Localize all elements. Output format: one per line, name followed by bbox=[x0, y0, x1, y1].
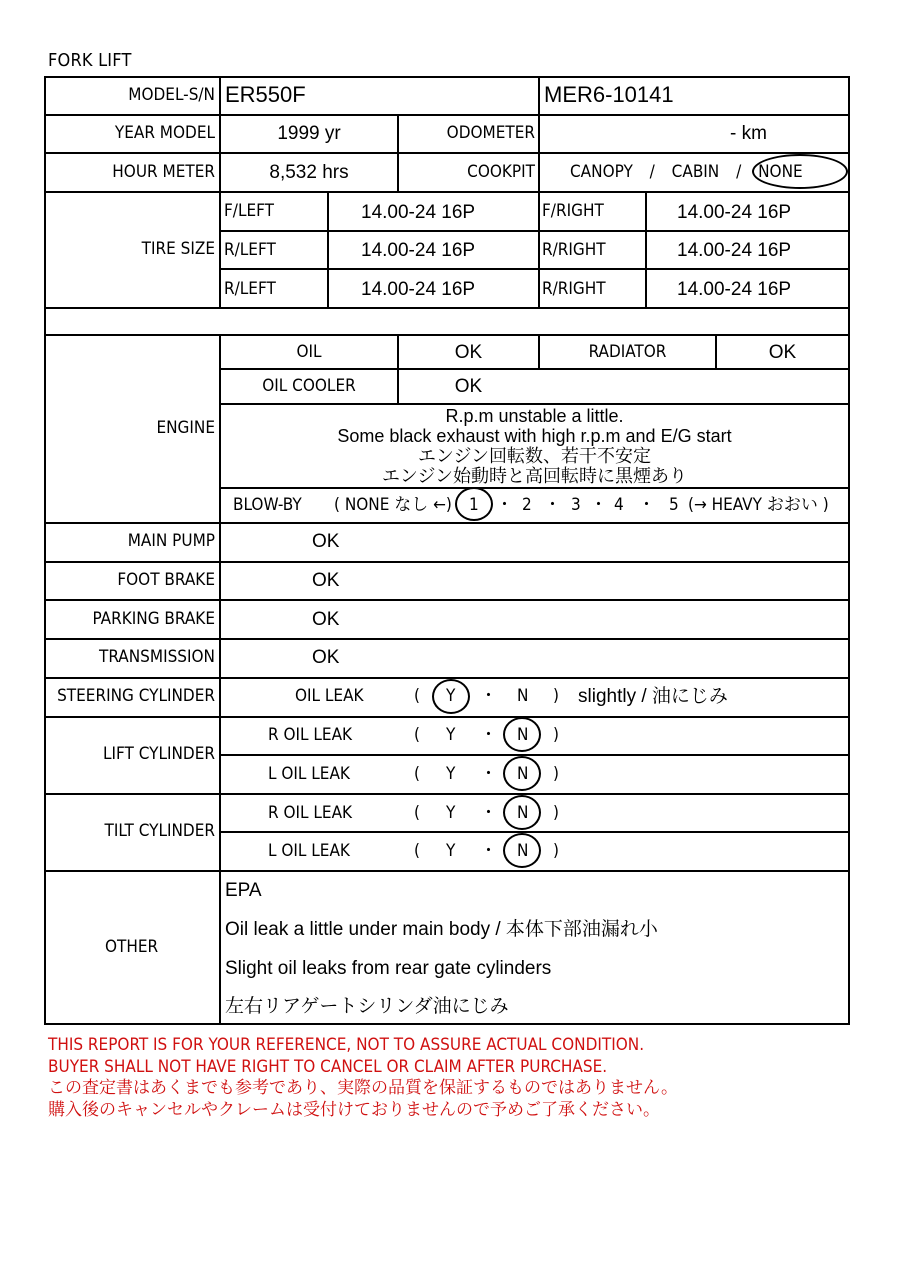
option-separator: ・ bbox=[480, 803, 497, 823]
tire-label: F/LEFT bbox=[224, 201, 274, 221]
lift-r-selected-circle bbox=[503, 717, 541, 752]
steering-selected-circle bbox=[432, 679, 470, 714]
blowby-level: 5 bbox=[669, 495, 679, 515]
column-divider bbox=[538, 114, 540, 307]
row-divider bbox=[220, 487, 850, 489]
column-divider bbox=[538, 76, 540, 114]
close-paren: ) bbox=[553, 686, 559, 706]
parking-brake-label: PARKING BRAKE bbox=[92, 609, 215, 629]
column-divider bbox=[645, 191, 647, 307]
disclaimer-line: BUYER SHALL NOT HAVE RIGHT TO CANCEL OR CLAIM AFTER PURCHASE. bbox=[48, 1057, 608, 1077]
transmission-value: OK bbox=[312, 647, 340, 668]
lift-l-oil-leak: L OIL LEAK bbox=[268, 764, 350, 784]
blowby-level: 4 bbox=[614, 495, 624, 515]
tire-value: 14.00-24 16P bbox=[677, 202, 792, 223]
row-divider bbox=[220, 754, 850, 756]
foot-brake-label: FOOT BRAKE bbox=[117, 570, 215, 590]
tilt-l-selected-circle bbox=[503, 833, 541, 868]
disclaimer-line: この査定書はあくまでも参考であり、実際の品質を保証するものではありません。 bbox=[48, 1078, 679, 1098]
odometer-label: ODOMETER bbox=[446, 123, 535, 143]
model-sn-label: MODEL-S/N bbox=[128, 85, 215, 105]
other-note: Slight oil leaks from rear gate cylinders bbox=[225, 958, 552, 979]
row-divider bbox=[220, 368, 850, 370]
table-border-bottom bbox=[44, 1023, 850, 1025]
main-pump-label: MAIN PUMP bbox=[127, 531, 215, 551]
blowby-dot: ・ bbox=[496, 495, 513, 515]
option-separator: ・ bbox=[480, 841, 497, 861]
blowby-level: 3 bbox=[571, 495, 581, 515]
row-divider bbox=[44, 307, 850, 309]
blowby-none: ( NONE なし ←) bbox=[334, 495, 452, 515]
close-paren: ) bbox=[553, 803, 559, 823]
engine-note: R.p.m unstable a little. bbox=[445, 406, 624, 426]
oil-cooler-value: OK bbox=[454, 376, 483, 397]
transmission-label: TRANSMISSION bbox=[99, 647, 215, 667]
hour-meter-value: 8,532 hrs bbox=[269, 162, 349, 183]
tilt-cylinder-label: TILT CYLINDER bbox=[104, 821, 215, 841]
no-option: N bbox=[517, 841, 529, 861]
steering-cylinder-label: STEERING CYLINDER bbox=[57, 686, 215, 706]
row-divider bbox=[44, 638, 850, 640]
cockpit-options: CANOPY / CABIN / NONE bbox=[570, 162, 803, 182]
tire-value: 14.00-24 16P bbox=[677, 240, 792, 261]
radiator-value: OK bbox=[768, 342, 797, 363]
no-option: N bbox=[517, 803, 529, 823]
open-paren: ( bbox=[414, 841, 420, 861]
open-paren: ( bbox=[414, 686, 420, 706]
row-divider bbox=[220, 230, 850, 232]
other-note: Oil leak a little under main body / 本体下部油漏れ小 bbox=[225, 919, 658, 940]
option-separator: ・ bbox=[480, 686, 497, 706]
tilt-l-oil-leak: L OIL LEAK bbox=[268, 841, 350, 861]
blowby-heavy: (→ HEAVY おおい ) bbox=[688, 495, 829, 515]
row-divider bbox=[44, 191, 850, 193]
blowby-level: 1 bbox=[469, 495, 479, 515]
open-paren: ( bbox=[414, 725, 420, 745]
label-column-divider bbox=[219, 870, 221, 1024]
yes-option: Y bbox=[446, 841, 456, 861]
row-divider bbox=[44, 716, 850, 718]
tire-label: F/RIGHT bbox=[542, 201, 604, 221]
disclaimer-line: THIS REPORT IS FOR YOUR REFERENCE, NOT TO ASSURE ACTUAL CONDITION. bbox=[48, 1035, 645, 1055]
engine-label: ENGINE bbox=[156, 418, 215, 438]
no-option: N bbox=[517, 725, 529, 745]
engine-note: エンジン始動時と高回転時に黒煙あり bbox=[381, 466, 688, 486]
model-value: ER550F bbox=[225, 82, 306, 107]
open-paren: ( bbox=[414, 803, 420, 823]
other-note: 左右リアゲートシリンダ油にじみ bbox=[225, 996, 509, 1017]
steering-oil-leak: OIL LEAK bbox=[295, 686, 364, 706]
lift-r-oil-leak: R OIL LEAK bbox=[268, 725, 353, 745]
label-column-divider bbox=[219, 76, 221, 307]
oil-label: OIL bbox=[296, 342, 322, 362]
row-divider bbox=[44, 114, 850, 116]
lift-l-selected-circle bbox=[503, 756, 541, 791]
open-paren: ( bbox=[414, 764, 420, 784]
parking-brake-value: OK bbox=[312, 609, 340, 630]
column-divider bbox=[327, 191, 329, 307]
blowby-dot: ・ bbox=[590, 495, 607, 515]
steering-note: slightly / 油にじみ bbox=[578, 686, 728, 707]
no-option: N bbox=[517, 686, 529, 706]
row-divider bbox=[44, 599, 850, 601]
row-divider bbox=[44, 870, 850, 872]
row-divider bbox=[220, 268, 850, 270]
other-label: OTHER bbox=[105, 937, 159, 957]
tire-label: R/LEFT bbox=[224, 279, 276, 299]
hour-meter-label: HOUR METER bbox=[112, 162, 215, 182]
blowby-label: BLOW-BY bbox=[233, 495, 302, 515]
blowby-dot: ・ bbox=[544, 495, 561, 515]
year-model-value: 1999 yr bbox=[277, 123, 341, 144]
row-divider bbox=[44, 334, 850, 336]
cockpit-selected-circle bbox=[752, 154, 848, 189]
tire-value: 14.00-24 16P bbox=[677, 279, 792, 300]
row-divider bbox=[44, 152, 850, 154]
row-divider bbox=[220, 831, 850, 833]
tire-size-label: TIRE SIZE bbox=[141, 239, 215, 259]
row-divider bbox=[220, 403, 850, 405]
yes-option: Y bbox=[446, 803, 456, 823]
row-divider bbox=[44, 793, 850, 795]
close-paren: ) bbox=[553, 725, 559, 745]
engine-note: エンジン回転数、若干不安定 bbox=[417, 446, 652, 466]
yes-option: Y bbox=[446, 764, 456, 784]
disclaimer-line: 購入後のキャンセルやクレームは受付けておりませんので予めご了承ください。 bbox=[48, 1100, 660, 1120]
column-divider bbox=[397, 114, 399, 191]
inspection-sheet bbox=[44, 76, 850, 1025]
close-paren: ) bbox=[553, 764, 559, 784]
blowby-dot: ・ bbox=[638, 495, 655, 515]
table-border-right bbox=[848, 76, 850, 1025]
yes-option: Y bbox=[446, 686, 456, 706]
odometer-value: - km bbox=[730, 123, 767, 144]
other-note: EPA bbox=[225, 880, 262, 901]
tire-label: R/LEFT bbox=[224, 240, 276, 260]
blowby-selected-circle bbox=[455, 487, 493, 521]
serial-value: MER6-10141 bbox=[544, 82, 674, 107]
year-model-label: YEAR MODEL bbox=[114, 123, 215, 143]
tire-label: R/RIGHT bbox=[542, 240, 606, 260]
tire-value: 14.00-24 16P bbox=[361, 202, 476, 223]
row-divider bbox=[44, 522, 850, 524]
cockpit-label: COOKPIT bbox=[467, 162, 535, 182]
close-paren: ) bbox=[553, 841, 559, 861]
yes-option: Y bbox=[446, 725, 456, 745]
radiator-label: RADIATOR bbox=[588, 342, 667, 362]
tire-value: 14.00-24 16P bbox=[361, 279, 476, 300]
tilt-r-selected-circle bbox=[503, 795, 541, 830]
engine-note: Some black exhaust with high r.p.m and E/G start bbox=[337, 426, 732, 446]
blowby-level: 2 bbox=[522, 495, 532, 515]
main-pump-value: OK bbox=[312, 531, 340, 552]
row-divider bbox=[44, 561, 850, 563]
oil-cooler-label: OIL COOLER bbox=[262, 376, 356, 396]
table-border-top bbox=[44, 76, 850, 78]
lift-cylinder-label: LIFT CYLINDER bbox=[103, 744, 215, 764]
tire-value: 14.00-24 16P bbox=[361, 240, 476, 261]
table-border-left bbox=[44, 76, 46, 1025]
option-separator: ・ bbox=[480, 725, 497, 745]
no-option: N bbox=[517, 764, 529, 784]
option-separator: ・ bbox=[480, 764, 497, 784]
document-title: FORK LIFT bbox=[48, 50, 132, 71]
tire-label: R/RIGHT bbox=[542, 279, 606, 299]
tilt-r-oil-leak: R OIL LEAK bbox=[268, 803, 353, 823]
oil-value: OK bbox=[454, 342, 483, 363]
foot-brake-value: OK bbox=[312, 570, 340, 591]
